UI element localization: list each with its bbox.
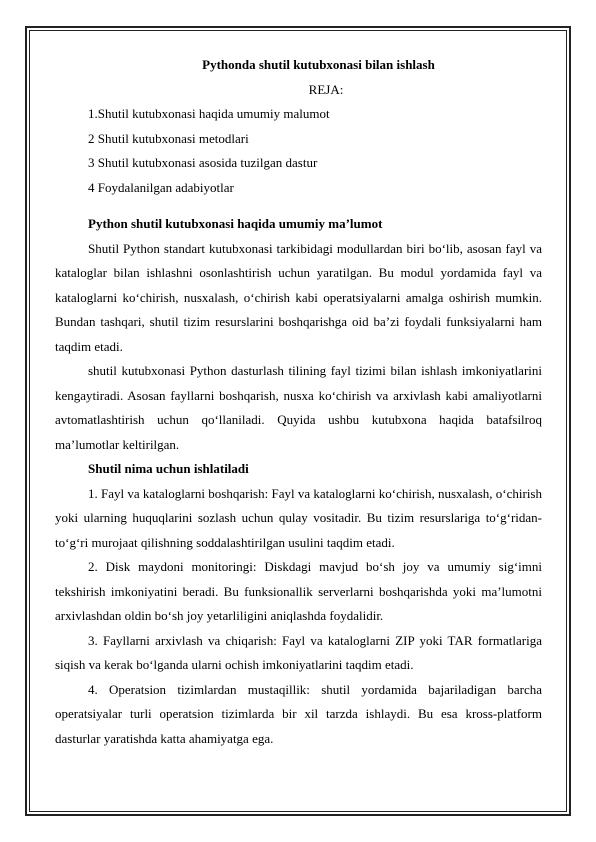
list-item: 4. Operatsion tizimlardan mustaqillik: shutil yordamida bajariladigan barcha operatsiyalar turli operatsion tizimlarda bir xil tarzda ishlaydi. Bu esa kross-platform dasturlar yaratishda katta ahamiyatga ega. <box>55 681 542 746</box>
list-item: 2. Disk maydoni monitoringi: Diskdagi mavjud bo‘sh joy va umumiy sig‘imni tekshirish imkoniyatini beradi. Bu funksionallik serverlarni boshqarishda yoki ma’lumotni arxivlashdan oldin bo‘sh joy yetarliligini aniqlashda foydalidir. <box>55 559 542 623</box>
section-heading: Shutil nima uchun ishlatiladi <box>88 461 249 476</box>
document-title: Pythonda shutil kutubxonasi bilan ishlash <box>202 57 435 72</box>
paragraph: shutil kutubxonasi Python dasturlash tilining fayl tizimi bilan ishlash imkoniyatlarini kengaytiradi. Asosan fayllarni boshqarish, nusxa ko‘chirish va arxivlash kabi amaliyotlarni avtomatlashtirish uchun qo‘llaniladi. Quyida ushbu kutubxona haqida batafsilroq ma’lumotlar keltirilgan. <box>55 363 542 452</box>
section-heading: Python shutil kutubxonasi haqida umumiy ma’lumot <box>88 216 383 231</box>
list-item: 3. Fayllarni arxivlash va chiqarish: Fayl va kataloglarni ZIP yoki TAR formatlariga siqish va kerak bo‘lganda ularni ochish imkoniyatlarini taqdim etadi. <box>55 632 542 672</box>
document-body <box>55 53 542 751</box>
list-item: 1. Fayl va kataloglarni boshqarish: Fayl va kataloglarni ko‘chirish, nusxalash, o‘chirish yoki ularning huquqlarini sozlash uchun qulay vositadir. Bu tizim resurslariga to‘g‘ridan-to‘g‘ri murojaat qilishning soddalashtirilgan usulini taqdim etadi. <box>55 485 542 550</box>
paragraph: Shutil Python standart kutubxonasi tarkibidagi modullardan biri bo‘lib, asosan fayl va kataloglar bilan ishlashni osonlashtirish uchun yaratilgan. Bu modul yordamida fayl va kataloglarni ko‘chirish, nusxalash, o‘chirish kabi operatsiyalarni amalga oshirish mumkin. Bundan tashqari, shutil tizim resurslarini boshqarishga oid ba’zi foydali funksiyalarni ham taqdim etadi. <box>55 240 542 354</box>
plan-item: 3 Shutil kutubxonasi asosida tuzilgan dastur <box>88 155 318 170</box>
plan-item: 1.Shutil kutubxonasi haqida umumiy malumot <box>88 106 330 121</box>
plan-heading: REJA: <box>308 81 344 97</box>
plan-item: 4 Foydalanilgan adabiyotlar <box>88 179 234 195</box>
spacer <box>55 200 542 212</box>
plan-item: 2 Shutil kutubxonasi metodlari <box>88 130 249 146</box>
